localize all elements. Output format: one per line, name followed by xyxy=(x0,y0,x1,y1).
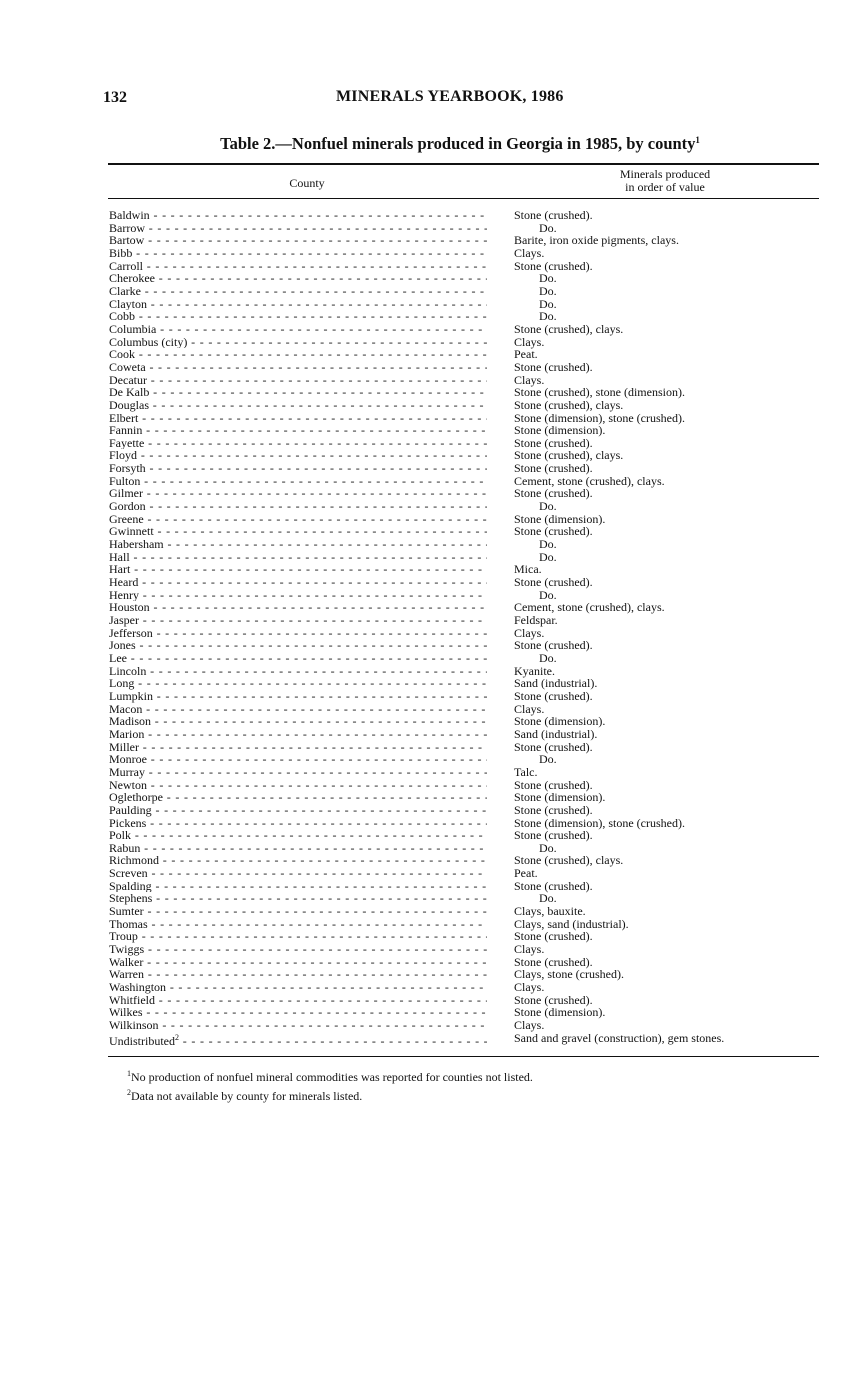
minerals-produced: Stone (dimension), stone (crushed). xyxy=(514,815,685,830)
county-name xyxy=(109,323,487,336)
footnote-1-mark: 1 xyxy=(127,1069,131,1078)
county-name-text: Miller xyxy=(109,740,139,754)
county-name xyxy=(109,817,487,830)
table-row xyxy=(0,576,860,589)
minerals-produced: Peat. xyxy=(514,866,538,881)
minerals-produced: Stone (crushed), clays. xyxy=(514,397,624,412)
county-name xyxy=(109,348,487,361)
county-name xyxy=(109,639,487,652)
table-row xyxy=(0,753,860,766)
table-row xyxy=(0,551,860,564)
table-row xyxy=(0,374,860,387)
county-name xyxy=(109,1019,487,1032)
county-name xyxy=(109,766,487,779)
county-name-text: Macon xyxy=(109,702,143,716)
county-name xyxy=(109,260,487,273)
county-name xyxy=(109,981,487,994)
county-name xyxy=(109,525,487,538)
footnote-2-mark: 2 xyxy=(127,1088,131,1097)
minerals-produced: Stone (crushed). xyxy=(514,992,593,1007)
county-name xyxy=(109,677,487,690)
table-row xyxy=(0,892,860,905)
table-row xyxy=(0,234,860,247)
minerals-produced: Stone (crushed), stone (dimension). xyxy=(514,385,685,400)
footnotes xyxy=(127,1066,533,1104)
table-row xyxy=(0,842,860,855)
county-footnote-mark: 2 xyxy=(175,1032,179,1042)
column-header-minerals xyxy=(560,168,770,194)
minerals-produced: Stone (crushed). xyxy=(514,638,593,653)
county-name xyxy=(109,690,487,703)
county-name xyxy=(109,968,487,981)
table-row xyxy=(0,867,860,880)
minerals-produced: Stone (dimension). xyxy=(514,790,606,805)
table-row xyxy=(0,487,860,500)
table-row xyxy=(0,209,860,222)
county-name xyxy=(109,867,487,880)
county-name xyxy=(109,842,487,855)
table-row xyxy=(0,639,860,652)
table-title xyxy=(0,134,860,154)
minerals-produced: Stone (crushed). xyxy=(514,435,593,450)
county-name-text: Murray xyxy=(109,765,145,779)
county-name-text: Long xyxy=(109,677,135,690)
county-name xyxy=(109,475,487,488)
minerals-produced: Stone (dimension), stone (crushed). xyxy=(514,410,685,425)
table-row xyxy=(0,804,860,817)
county-name xyxy=(109,614,487,627)
minerals-produced: Do. xyxy=(539,499,557,514)
table-row xyxy=(0,513,860,526)
county-name xyxy=(109,412,487,425)
table-row xyxy=(0,690,860,703)
county-name-text: Jefferson xyxy=(109,626,153,640)
table-row xyxy=(0,336,860,349)
county-name-text: Oglethorpe xyxy=(109,791,163,804)
county-name xyxy=(109,918,487,931)
county-name xyxy=(109,272,487,285)
minerals-produced: Stone (crushed), clays. xyxy=(514,321,624,336)
footnote-2 xyxy=(127,1085,533,1104)
table-row xyxy=(0,272,860,285)
minerals-produced: Clays. xyxy=(514,245,545,260)
table-body xyxy=(0,208,860,1048)
page-number: 132 xyxy=(103,89,127,106)
minerals-produced: Stone (crushed). xyxy=(514,739,593,754)
table-row xyxy=(0,348,860,361)
table-row xyxy=(0,968,860,981)
minerals-produced: Feldspar. xyxy=(514,613,558,627)
county-name xyxy=(109,779,487,792)
minerals-produced: Clays, stone (crushed). xyxy=(514,967,624,982)
table-row xyxy=(0,791,860,804)
minerals-produced: Do. xyxy=(539,549,557,564)
minerals-produced: Stone (crushed). xyxy=(514,878,593,893)
county-name xyxy=(109,753,487,766)
county-name-text: Walker xyxy=(109,955,144,969)
footnote-1 xyxy=(127,1066,533,1085)
county-name xyxy=(109,741,487,754)
table-row xyxy=(0,1006,860,1019)
county-name xyxy=(109,399,487,412)
county-name-text: Wilkinson xyxy=(109,1019,159,1032)
county-name xyxy=(109,652,487,665)
county-name-text: Hall xyxy=(109,550,130,564)
minerals-produced: Sand (industrial). xyxy=(514,726,598,741)
county-name xyxy=(109,487,487,500)
county-name-text: Forsyth xyxy=(109,462,146,475)
county-name xyxy=(109,462,487,475)
table-row xyxy=(0,589,860,602)
table-row xyxy=(0,601,860,614)
minerals-produced: Cement, stone (crushed), clays. xyxy=(514,600,665,615)
county-name-text: Habersham xyxy=(109,538,164,551)
table-row xyxy=(0,386,860,399)
county-name-text: Decatur xyxy=(109,373,147,387)
county-name xyxy=(109,500,487,513)
running-head: MINERALS YEARBOOK, 1986 xyxy=(336,88,564,105)
county-name-text: Undistributed xyxy=(109,1033,175,1048)
minerals-produced: Stone (crushed). xyxy=(514,486,593,501)
county-name-text: Houston xyxy=(109,601,150,615)
minerals-produced: Stone (crushed). xyxy=(514,258,593,273)
county-name-text: Clarke xyxy=(109,284,141,298)
county-name-text: Jones xyxy=(109,639,136,652)
county-name-text: Lee xyxy=(109,651,127,665)
minerals-produced: Do. xyxy=(539,271,557,286)
table-row xyxy=(0,285,860,298)
county-name-text: Floyd xyxy=(109,449,138,463)
county-name-text: Barrow xyxy=(109,221,145,235)
county-name-text: Cook xyxy=(109,348,136,361)
footnote-2-text: Data not available by county for minerals listed. xyxy=(131,1089,363,1103)
county-name-text: Columbus (city) xyxy=(109,335,188,349)
minerals-produced: Stone (crushed). xyxy=(514,828,593,843)
table-row xyxy=(0,728,860,741)
footnote-1-text: No production of nonfuel mineral commodities was reported for counties not listed. xyxy=(131,1070,533,1084)
county-name-text: Gwinnett xyxy=(109,525,154,539)
column-header-minerals-line2: in order of value xyxy=(625,180,705,194)
minerals-produced: Sand and gravel (construction), gem stones. xyxy=(514,1030,725,1045)
county-name-text: Greene xyxy=(109,512,144,526)
county-name-text: Fulton xyxy=(109,474,141,488)
county-name-text: Heard xyxy=(109,576,139,589)
table-row xyxy=(0,462,860,475)
minerals-produced: Clays. xyxy=(514,701,545,716)
county-name-text: Coweta xyxy=(109,360,146,374)
table-row xyxy=(0,525,860,538)
county-name xyxy=(109,1032,487,1048)
table-row xyxy=(0,779,860,792)
county-name-text: Sumter xyxy=(109,905,144,918)
county-name xyxy=(109,994,487,1007)
county-name xyxy=(109,551,487,564)
minerals-produced: Stone (dimension). xyxy=(514,511,606,526)
county-name-text: Gordon xyxy=(109,500,146,513)
minerals-produced: Stone (crushed). xyxy=(514,688,593,703)
county-name xyxy=(109,703,487,716)
table-title-text: Table 2.—Nonfuel minerals produced in Georgia in 1985, by county xyxy=(220,134,696,153)
county-name-text: Gilmer xyxy=(109,487,143,501)
county-name-text: Carroll xyxy=(109,259,143,273)
county-name xyxy=(109,234,487,247)
table-row xyxy=(0,854,860,867)
minerals-produced: Clays. xyxy=(514,980,545,995)
county-name-text: Pickens xyxy=(109,816,147,830)
table-row xyxy=(0,260,860,273)
county-name-text: Rabun xyxy=(109,841,141,855)
county-name xyxy=(109,361,487,374)
county-name-text: Troup xyxy=(109,930,138,944)
county-name xyxy=(109,209,487,222)
table-row xyxy=(0,412,860,425)
table-row xyxy=(0,538,860,551)
county-name xyxy=(109,386,487,399)
county-name-text: Marion xyxy=(109,727,145,741)
county-name xyxy=(109,576,487,589)
table-row xyxy=(0,677,860,690)
minerals-produced: Stone (dimension). xyxy=(514,1005,606,1020)
minerals-produced: Stone (crushed), clays. xyxy=(514,448,624,463)
table-row xyxy=(0,399,860,412)
county-name xyxy=(109,804,487,817)
minerals-produced: Clays. xyxy=(514,1018,545,1032)
column-header-minerals-line1: Minerals produced xyxy=(619,167,711,181)
table-row xyxy=(0,943,860,956)
table-row xyxy=(0,994,860,1007)
table-row xyxy=(0,222,860,235)
county-name xyxy=(109,791,487,804)
county-name-text: Richmond xyxy=(109,854,159,868)
county-name-text: Bartow xyxy=(109,234,145,247)
minerals-produced: Do. xyxy=(539,537,557,552)
county-name-text: Bibb xyxy=(109,246,133,260)
minerals-produced: Stone (crushed). xyxy=(514,954,593,969)
minerals-produced: Peat. xyxy=(514,347,538,362)
county-name-text: Lincoln xyxy=(109,664,147,678)
minerals-produced: Do. xyxy=(539,309,557,324)
county-name xyxy=(109,247,487,260)
table-row xyxy=(0,310,860,323)
minerals-produced: Stone (crushed). xyxy=(514,929,593,944)
table-row xyxy=(0,981,860,994)
minerals-produced: Cement, stone (crushed), clays. xyxy=(514,473,665,488)
minerals-produced: Stone (crushed). xyxy=(514,461,593,476)
county-name-text: Paulding xyxy=(109,803,152,817)
table-row xyxy=(0,880,860,893)
minerals-produced: Kyanite. xyxy=(514,663,555,678)
county-name xyxy=(109,943,487,956)
minerals-produced: Do. xyxy=(539,283,557,298)
table-row xyxy=(0,817,860,830)
table-row xyxy=(0,1019,860,1032)
table-top-rule xyxy=(108,163,819,165)
county-name xyxy=(109,829,487,842)
table-row xyxy=(0,627,860,640)
minerals-produced: Stone (crushed), clays. xyxy=(514,853,624,868)
county-name xyxy=(109,1006,487,1019)
county-name-text: Elbert xyxy=(109,411,139,425)
table-row xyxy=(0,930,860,943)
county-name xyxy=(109,589,487,602)
county-name-text: Stephens xyxy=(109,892,153,906)
minerals-produced: Clays. xyxy=(514,372,545,387)
county-name-text: Thomas xyxy=(109,917,148,931)
county-name-text: Monroe xyxy=(109,753,147,766)
county-name-text: Lumpkin xyxy=(109,689,153,703)
county-name-text: Spalding xyxy=(109,879,152,893)
table-row xyxy=(0,424,860,437)
table-row xyxy=(0,437,860,450)
table-row xyxy=(0,323,860,336)
table-row xyxy=(0,766,860,779)
county-name-text: Henry xyxy=(109,588,139,602)
minerals-produced: Do. xyxy=(539,220,557,235)
table-bottom-rule xyxy=(108,1056,819,1057)
county-name xyxy=(109,905,487,918)
county-name xyxy=(109,298,487,311)
county-name-text: Newton xyxy=(109,778,147,792)
minerals-produced: Do. xyxy=(539,840,557,855)
county-name xyxy=(109,513,487,526)
county-name-text: Screven xyxy=(109,867,148,880)
column-header-county: County xyxy=(289,176,325,190)
county-name xyxy=(109,715,487,728)
minerals-produced: Stone (dimension). xyxy=(514,423,606,438)
minerals-produced: Clays, sand (industrial). xyxy=(514,916,629,931)
table-row xyxy=(0,652,860,665)
minerals-produced: Do. xyxy=(539,752,557,767)
minerals-produced: Clays. xyxy=(514,334,545,349)
county-name xyxy=(109,601,487,614)
county-name-text: Wilkes xyxy=(109,1006,143,1020)
county-name-text: Polk xyxy=(109,829,132,842)
table-title-footnote-mark: 1 xyxy=(695,135,700,145)
table-row xyxy=(0,247,860,260)
county-name-text: Fayette xyxy=(109,436,145,450)
county-name-text: Cobb xyxy=(109,310,136,323)
county-name xyxy=(109,336,487,349)
county-name xyxy=(109,854,487,867)
county-name-text: Warren xyxy=(109,968,145,982)
county-name xyxy=(109,374,487,387)
table-row xyxy=(0,298,860,311)
minerals-produced: Clays. xyxy=(514,625,545,640)
minerals-produced: Stone (crushed). xyxy=(514,524,593,539)
minerals-produced: Clays. xyxy=(514,942,545,957)
county-name-text: Columbia xyxy=(109,322,157,336)
county-name-text: Douglas xyxy=(109,398,149,412)
table-row xyxy=(0,563,860,576)
minerals-produced: Barite, iron oxide pigments, clays. xyxy=(514,233,679,248)
table-row xyxy=(0,475,860,488)
minerals-produced: Mica. xyxy=(514,562,542,577)
county-name-text: De Kalb xyxy=(109,386,150,399)
county-name xyxy=(109,728,487,741)
minerals-produced: Stone (crushed). xyxy=(514,359,593,374)
county-name-text: Baldwin xyxy=(109,209,150,222)
county-name-text: Cherokee xyxy=(109,272,155,285)
minerals-produced: Clays, bauxite. xyxy=(514,904,586,919)
county-name-text: Whitfield xyxy=(109,993,155,1007)
table-row xyxy=(0,905,860,918)
county-name xyxy=(109,627,487,640)
county-name-text: Twiggs xyxy=(109,943,145,956)
table-row xyxy=(0,614,860,627)
county-name-text: Clayton xyxy=(109,297,147,311)
minerals-produced: Stone (crushed). xyxy=(514,208,593,222)
minerals-produced: Stone (dimension). xyxy=(514,714,606,729)
minerals-produced: Do. xyxy=(539,587,557,602)
county-name xyxy=(109,665,487,678)
minerals-produced: Do. xyxy=(539,650,557,665)
county-name xyxy=(109,437,487,450)
table-header-rule xyxy=(108,198,819,199)
county-name-text: Madison xyxy=(109,715,151,728)
table-row xyxy=(0,1030,860,1048)
minerals-produced: Stone (crushed). xyxy=(514,802,593,817)
county-name xyxy=(109,892,487,905)
county-name xyxy=(109,880,487,893)
county-name-text: Washington xyxy=(109,981,167,994)
table-row xyxy=(0,741,860,754)
minerals-produced: Stone (crushed). xyxy=(514,575,593,590)
minerals-produced: Talc. xyxy=(514,764,538,779)
county-name-text: Hart xyxy=(109,563,131,577)
table-row xyxy=(0,715,860,728)
county-name xyxy=(109,424,487,437)
minerals-produced: Do. xyxy=(539,296,557,311)
table-row xyxy=(0,829,860,842)
minerals-produced: Do. xyxy=(539,891,557,906)
county-name xyxy=(109,449,487,462)
county-name-text: Fannin xyxy=(109,424,143,437)
table-row xyxy=(0,361,860,374)
table-row xyxy=(0,500,860,513)
table-row xyxy=(0,665,860,678)
table-row xyxy=(0,703,860,716)
county-name xyxy=(109,956,487,969)
table-row xyxy=(0,956,860,969)
county-name xyxy=(109,563,487,576)
county-name xyxy=(109,538,487,551)
county-name-text: Jasper xyxy=(109,614,139,627)
minerals-produced: Stone (crushed). xyxy=(514,777,593,792)
county-name xyxy=(109,222,487,235)
county-name xyxy=(109,310,487,323)
table-row xyxy=(0,918,860,931)
county-name xyxy=(109,285,487,298)
minerals-produced: Sand (industrial). xyxy=(514,676,598,691)
table-row xyxy=(0,449,860,462)
county-name xyxy=(109,930,487,943)
